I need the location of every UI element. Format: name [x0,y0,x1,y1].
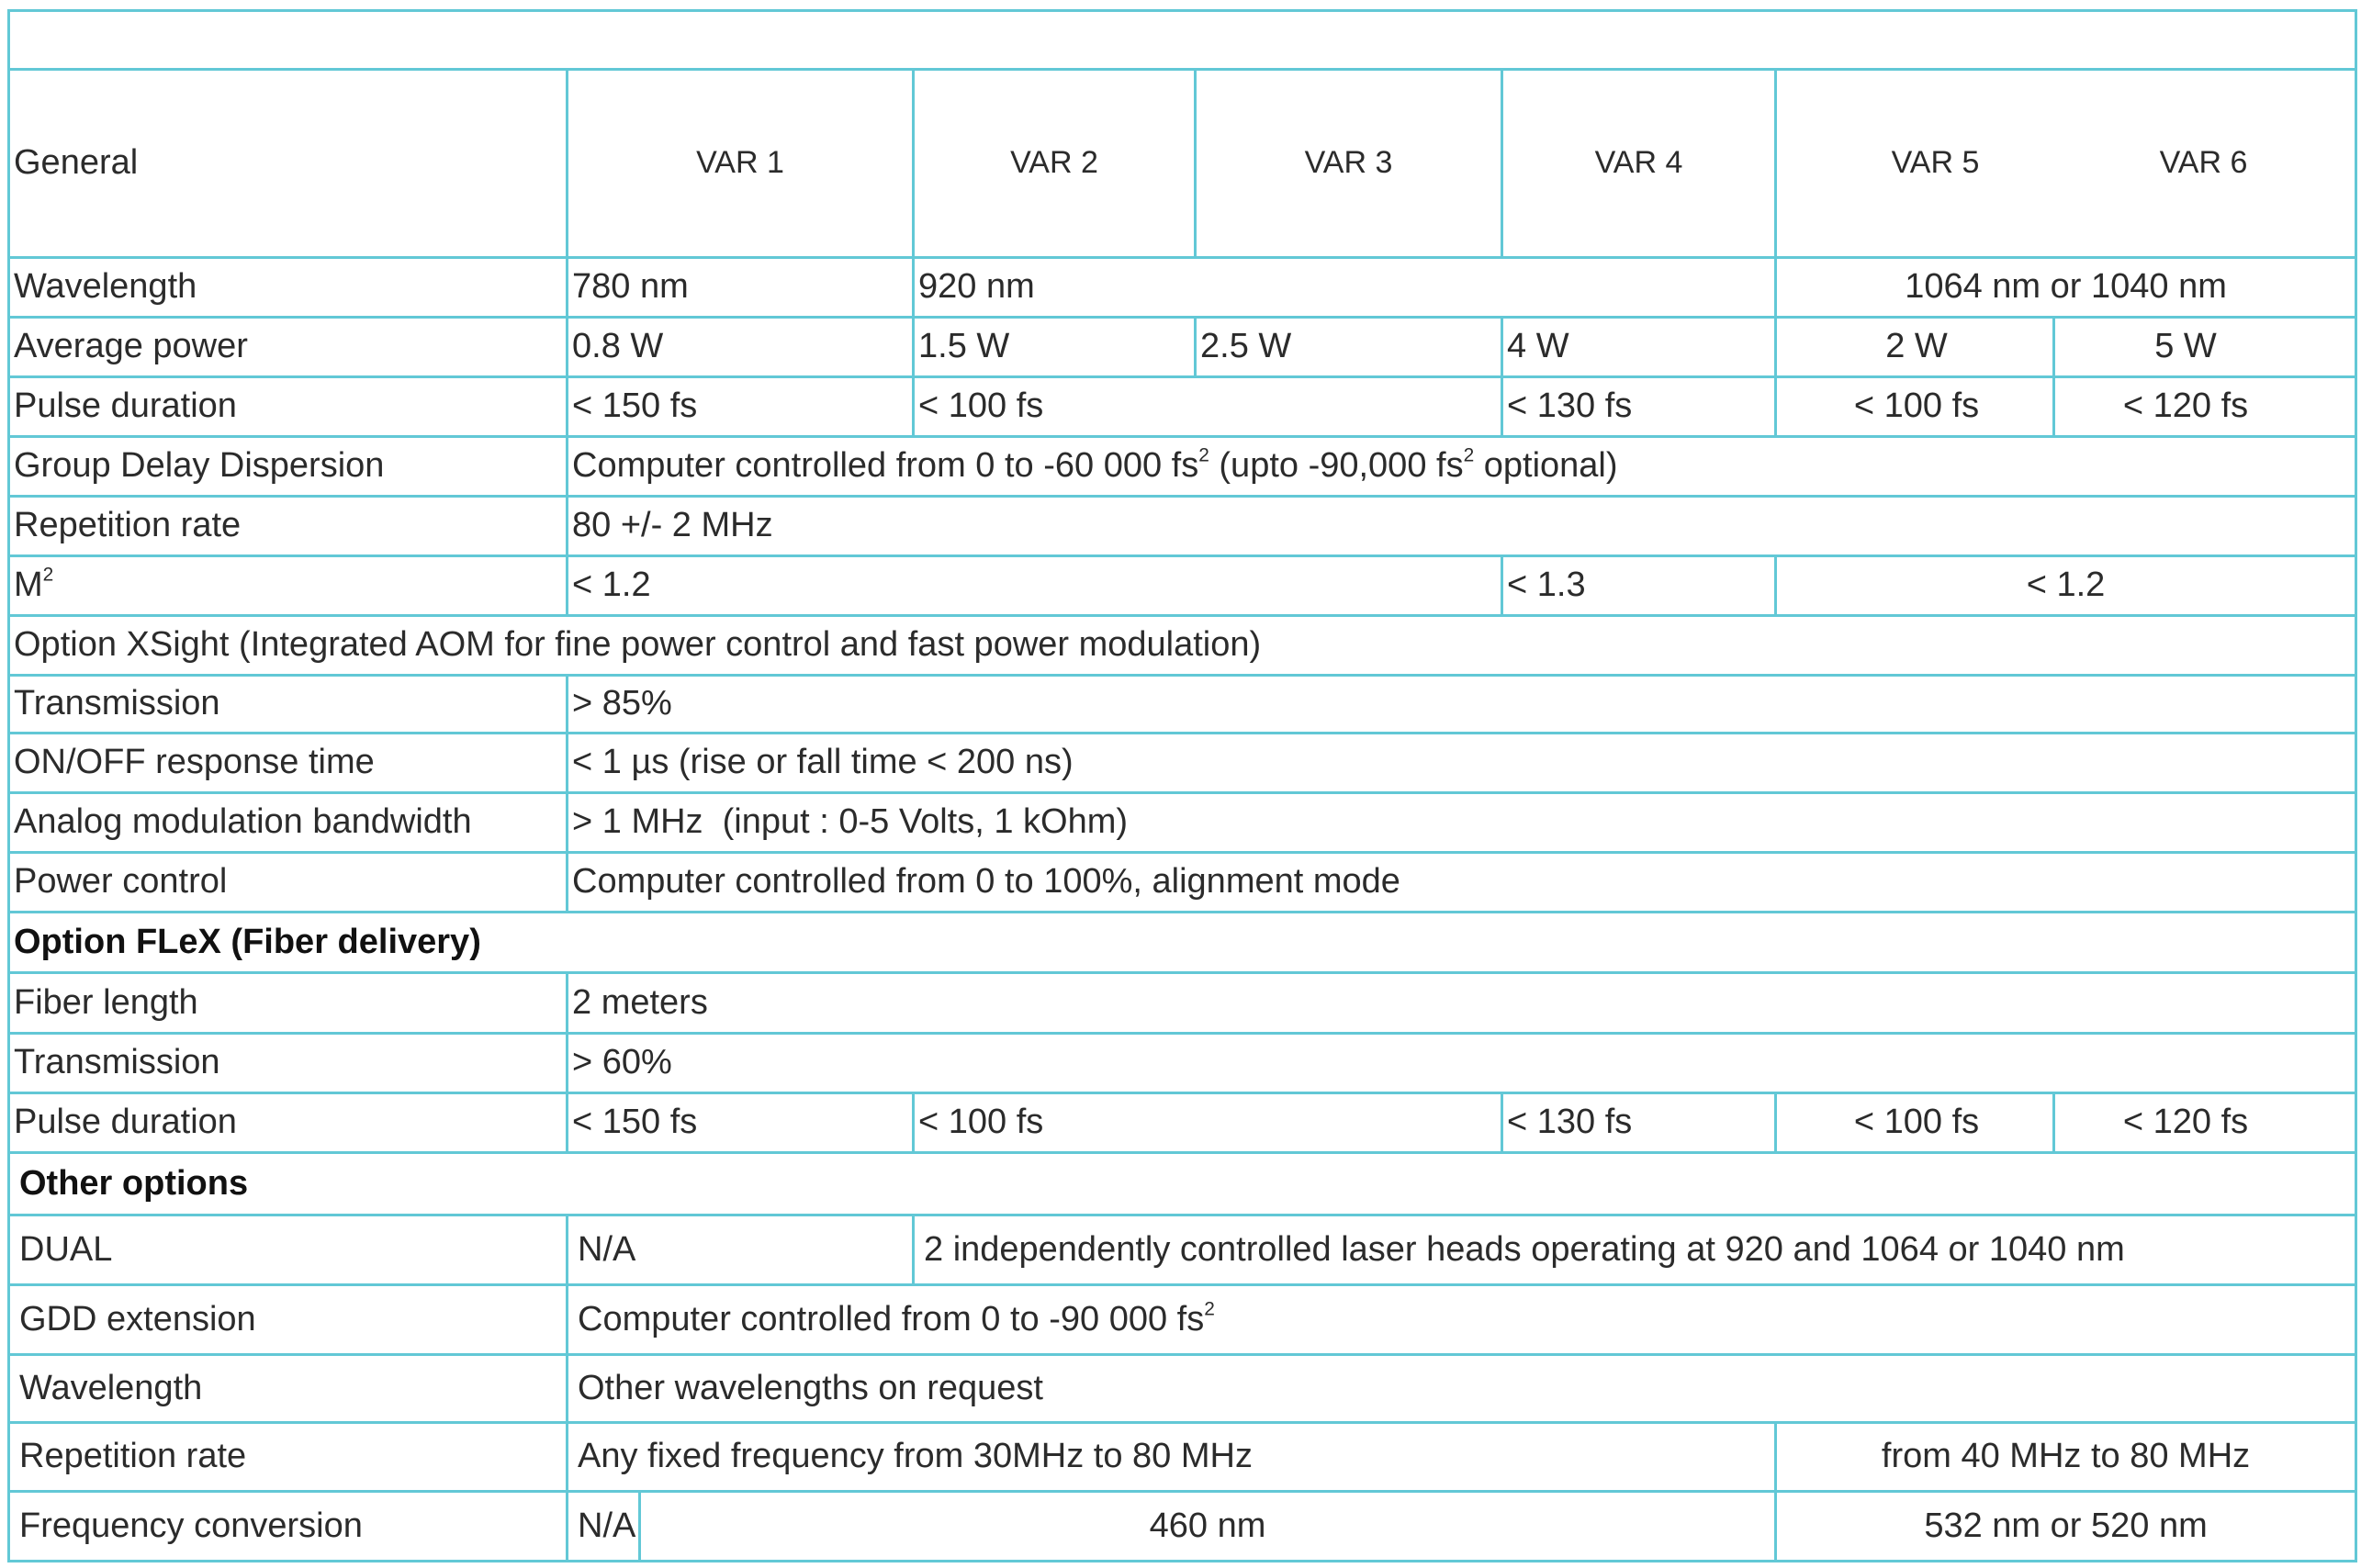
row-label: GDD extension [9,1285,568,1355]
section-heading-flex: Option FLeX (Fiber delivery) [9,913,2356,973]
cell-var5: 2 W [1885,327,1948,366]
row-label: DUAL [9,1215,568,1285]
row-label: ON/OFF response time [9,734,568,793]
cell-var4: < 1.3 [1502,556,1776,616]
table-title-row [9,11,2356,70]
gdd-ext-text: Computer controlled from 0 to -90 000 fs [578,1299,1205,1338]
cell-all-variants: Computer controlled from 0 to 100%, alignment mode [568,853,2356,913]
row-label: Pulse duration [9,377,568,437]
cell-var1: < 150 fs [568,377,914,437]
cell-all-variants: > 60% [568,1034,2356,1093]
cell-var2: 1.5 W [914,318,1196,377]
cell-var5-var6 [1776,377,2356,437]
cell-var1: 780 nm [568,258,914,318]
m2-label-sup: 2 [42,564,54,586]
cell-all-variants [568,1285,2356,1355]
cell-var5-var6: < 1.2 [1776,556,2356,616]
cell-all-variants: 2 meters [568,973,2356,1034]
gdd-sup-b: 2 [1463,444,1475,466]
table-row [9,1355,2356,1423]
gdd-sup-a: 2 [1198,444,1209,466]
cell-var1: < 150 fs [568,1093,914,1153]
table-row [9,676,2356,734]
table-row [9,1492,2356,1562]
cell-var2-var4: 920 nm [914,258,1776,318]
cell-var5-var6 [1776,318,2356,377]
cell-var5: < 100 fs [1853,1103,1980,1142]
cell-var2-var6: 2 independently controlled laser heads operating at 920 and 1064 or 1040 nm [914,1215,2356,1285]
section-heading-row [9,616,2356,676]
header-var5-var6 [1776,70,2356,258]
table-row [9,258,2356,318]
header-label: General [9,70,568,258]
header-var1: VAR 1 [568,70,914,258]
cell-var4: 4 W [1502,318,1776,377]
cell-var1: N/A [568,1215,914,1285]
row-label: Fiber length [9,973,568,1034]
row-label: Transmission [9,676,568,734]
cell-var4: < 130 fs [1502,377,1776,437]
cell-var5-var6: 532 nm or 520 nm [1776,1492,2356,1562]
cell-all-variants: > 1 MHz (input : 0-5 Volts, 1 kOhm) [568,793,2356,853]
table-row [9,973,2356,1034]
empty-title-cell [9,11,2356,70]
table-row [9,1215,2356,1285]
table-row [9,377,2356,437]
cell-var1: 0.8 W [568,318,914,377]
row-label: Wavelength [9,258,568,318]
cell-var4: < 130 fs [1502,1093,1776,1153]
row-label: Repetition rate [9,497,568,556]
header-var5: VAR 5 [1891,145,1980,181]
header-var3: VAR 3 [1196,70,1502,258]
cell-var6: < 120 fs [2052,1093,2316,1153]
cell-var5-var6 [1776,1093,2356,1153]
table-row [9,318,2356,377]
cell-var6: < 120 fs [2052,377,2316,437]
header-var6: VAR 6 [2159,145,2248,181]
table-row [9,1285,2356,1355]
gdd-text-a: Computer controlled from 0 to -60 000 fs [572,446,1199,486]
cell-var3: 2.5 W [1196,318,1502,377]
cell-var1: N/A [568,1492,640,1562]
cell-var2-var3: < 100 fs [914,377,1502,437]
header-var4: VAR 4 [1502,70,1776,258]
cell-var1-var3: < 1.2 [568,556,1502,616]
cell-var2-var3: < 100 fs [914,1093,1502,1153]
row-label [9,556,568,616]
table-row [9,437,2356,497]
row-label: Analog modulation bandwidth [9,793,568,853]
section-heading-other: Other options [9,1153,2356,1215]
row-label: Transmission [9,1034,568,1093]
table-row [9,734,2356,793]
cell-all-variants: Other wavelengths on request [568,1355,2356,1423]
row-label: Repetition rate [9,1423,568,1492]
table-row [9,1423,2356,1492]
cell-var1-var4: Any fixed frequency from 30MHz to 80 MHz [568,1423,1776,1492]
row-label: Power control [9,853,568,913]
row-label: Group Delay Dispersion [9,437,568,497]
header-var2: VAR 2 [914,70,1196,258]
gdd-ext-sup: 2 [1204,1297,1215,1319]
section-heading-row [9,1153,2356,1215]
section-heading-xsight: Option XSight (Integrated AOM for fine power control and fast power modulation) [9,616,2356,676]
table-row [9,793,2356,853]
cell-var6: 5 W [2052,318,2316,377]
header-row [9,70,2356,258]
section-heading-row [9,913,2356,973]
table-row [9,556,2356,616]
cell-all-variants: > 85% [568,676,2356,734]
cell-var5: < 100 fs [1853,386,1980,426]
row-label: Frequency conversion [9,1492,568,1562]
table-row [9,1034,2356,1093]
row-label: Pulse duration [9,1093,568,1153]
cell-var5-var6: 1064 nm or 1040 nm [1776,258,2356,318]
row-label: Average power [9,318,568,377]
gdd-text-b: (upto -90,000 fs [1209,446,1464,486]
row-label: Wavelength [9,1355,568,1423]
cell-var5-var6: from 40 MHz to 80 MHz [1776,1423,2356,1492]
cell-var2-var4: 460 nm [640,1492,1776,1562]
cell-all-variants: < 1 µs (rise or fall time < 200 ns) [568,734,2356,793]
spec-table [7,9,2357,1562]
table-row [9,853,2356,913]
gdd-text-c: optional) [1474,446,1618,486]
cell-all-variants: 80 +/- 2 MHz [568,497,2356,556]
table-row [9,1093,2356,1153]
table-row [9,497,2356,556]
m2-label: M [14,566,43,605]
cell-all-variants [568,437,2356,497]
